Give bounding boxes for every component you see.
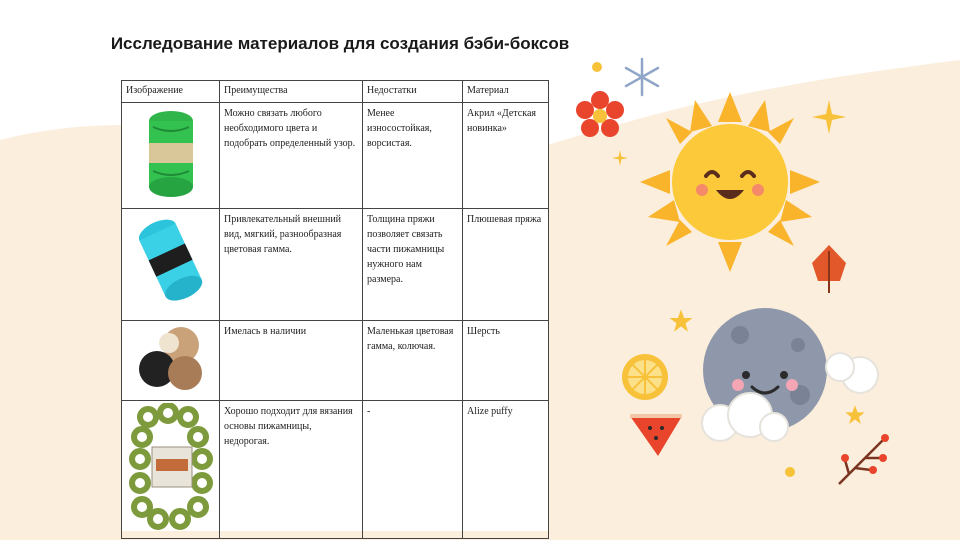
dot-icon	[591, 61, 603, 73]
star-icon	[812, 100, 846, 134]
star-icon	[612, 150, 628, 166]
advantages-cell: Привлекательный внешний вид, мягкий, разнообразная цветовая гамма.	[220, 209, 363, 321]
loop-yarn-skein-image	[128, 403, 214, 531]
sun-icon	[640, 92, 820, 272]
watermelon-slice-icon	[628, 412, 684, 458]
disadvantages-cell: -	[363, 401, 463, 539]
table-header-row	[122, 81, 549, 103]
row-image-cell	[122, 103, 220, 209]
row-image-cell	[122, 209, 220, 321]
advantages-cell: Хорошо подходит для вязания основы пижамницы, недорогая.	[220, 401, 363, 539]
row-image-cell	[122, 401, 220, 539]
green-yarn-skein-image	[131, 105, 211, 201]
lemon-slice-icon	[620, 352, 670, 402]
page-title: Исследование материалов для создания бэби-боксов	[110, 34, 570, 53]
materials-table	[121, 80, 549, 539]
material-cell: Акрил «Детская новинка»	[463, 103, 549, 209]
table-row	[122, 321, 549, 401]
disadvantages-cell: Менее износостойкая, ворсистая.	[363, 103, 463, 209]
table-row	[122, 103, 549, 209]
star-icon	[844, 404, 866, 426]
table-row	[122, 401, 549, 539]
advantages-cell: Имелась в наличии	[220, 321, 363, 401]
disadvantages-cell: Толщина пряжи позволяет связать части пижамницы нужного нам размера.	[363, 209, 463, 321]
wool-yarn-balls-image	[129, 323, 213, 393]
star-icon	[668, 308, 694, 334]
material-cell: Alize puffy	[463, 401, 549, 539]
flower-icon	[575, 90, 625, 140]
header-material: Материал	[463, 81, 549, 103]
material-cell: Плюшевая пряжа	[463, 209, 549, 321]
header-disadvantages: Недостатки	[363, 81, 463, 103]
cloud-icon	[690, 345, 890, 445]
leaf-icon	[806, 243, 852, 295]
material-cell: Шерсть	[463, 321, 549, 401]
berry-branch-icon	[835, 432, 895, 487]
disadvantages-cell: Маленькая цветовая гамма, колючая.	[363, 321, 463, 401]
row-image-cell	[122, 321, 220, 401]
header-image: Изображение	[122, 81, 220, 103]
materials-table-container	[121, 80, 548, 531]
header-advantages: Преимущества	[220, 81, 363, 103]
table-row	[122, 209, 549, 321]
advantages-cell: Можно связать любого необходимого цвета и подобрать определенный узор.	[220, 103, 363, 209]
dot-icon	[784, 466, 796, 478]
blue-yarn-skein-image	[129, 211, 213, 311]
